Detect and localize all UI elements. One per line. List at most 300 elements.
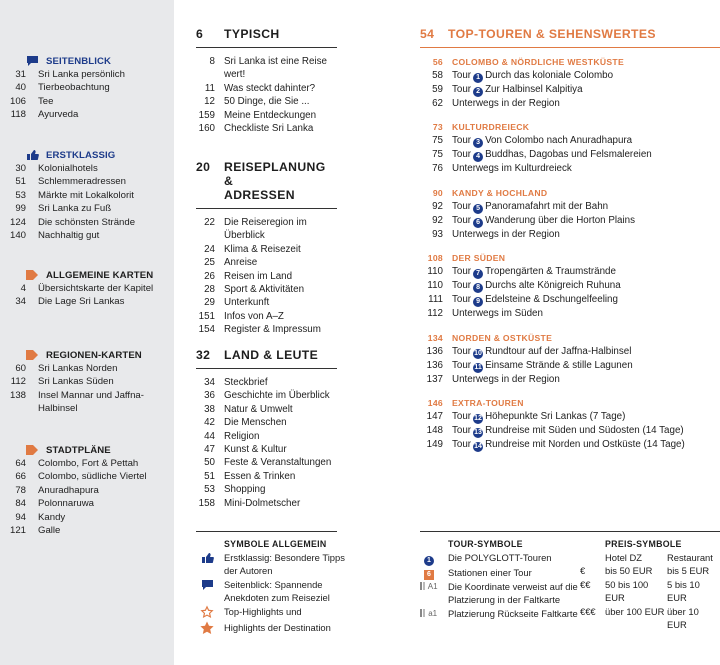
sidebar-section-regionen-karten	[0, 348, 174, 416]
tour-entry[interactable]	[410, 373, 720, 386]
sidebar-entry[interactable]	[0, 216, 174, 229]
entry-label: Zur Halbinsel Kalpitiya	[485, 84, 583, 95]
tour-number-icon: 3	[473, 138, 483, 148]
entry-label: Mini-Dolmetscher	[224, 497, 301, 509]
entry-label: Steckbrief	[224, 377, 268, 388]
section-title: TYPISCH	[224, 27, 280, 41]
section-heading	[196, 160, 337, 209]
entry-text	[452, 134, 720, 148]
page-number: 75	[432, 149, 443, 161]
entry-label: Kandy	[38, 511, 66, 523]
sidebar-entry[interactable]	[0, 389, 174, 416]
entry-label: Sri Lanka zu Fuß	[38, 203, 112, 215]
sidebar-entry[interactable]	[0, 95, 174, 108]
tour-number-icon: 6	[473, 218, 483, 228]
entry-label: Colombo, Fort & Pettah	[38, 458, 139, 469]
tour-number-icon: 14	[474, 443, 482, 451]
tour-number-icon: 1	[473, 73, 483, 83]
page-number: 62	[432, 98, 443, 109]
page-number: 112	[427, 308, 443, 320]
tour-number-icon: 7	[473, 269, 483, 279]
tour-prefix: Tour	[452, 266, 472, 278]
tour-badge: 1	[424, 556, 434, 566]
price-symbol: €	[580, 565, 586, 577]
sidebar-entry[interactable]	[0, 362, 174, 375]
page-number: 106	[9, 95, 26, 107]
region-block	[410, 332, 720, 386]
toc-entry[interactable]	[182, 389, 337, 402]
sidebar-section-title: STADTPLÄNE	[46, 444, 111, 456]
sidebar-list	[0, 162, 174, 242]
tour-entry[interactable]	[410, 200, 720, 214]
entry-text	[452, 162, 720, 175]
tour-prefix: Tour	[452, 411, 472, 423]
page-number: 110	[427, 266, 443, 278]
entry-text	[452, 410, 720, 424]
entry-label: Sri Lanka persönlich	[38, 69, 125, 80]
section-page-number: 32	[196, 348, 211, 362]
entry-text	[452, 148, 720, 162]
tour-entry[interactable]	[410, 410, 720, 424]
sidebar-index	[0, 0, 174, 665]
entry-label: Anuradhapura	[38, 484, 99, 496]
legend-title: SYMBOLE ALLGEMEIN	[224, 539, 327, 549]
sidebar-entry[interactable]	[0, 81, 174, 94]
toc-entry[interactable]	[182, 403, 337, 416]
entry-label: 50 Dinge, die Sie ...	[224, 96, 310, 108]
star-filled-icon	[196, 621, 224, 637]
tour-entry[interactable]	[410, 293, 720, 307]
sidebar-entry[interactable]	[0, 162, 174, 175]
price-restaurant: über 10 EUR	[667, 605, 699, 631]
page-number: 59	[432, 84, 443, 95]
toc-entry[interactable]	[182, 95, 337, 108]
entry-label: Tropengärten & Traumstrände	[485, 266, 616, 278]
tour-number-icon: 8	[473, 283, 483, 293]
tour-number-icon	[420, 551, 448, 566]
region-block	[410, 252, 720, 320]
speech-bubble-icon	[196, 578, 224, 605]
entry-text	[452, 424, 720, 438]
page-number: 151	[198, 310, 215, 322]
page-number: 136	[426, 345, 443, 357]
entry-label: Schlemmeradressen	[38, 176, 126, 188]
region-block	[410, 397, 720, 452]
entry-text	[452, 345, 720, 359]
toc-entry[interactable]	[182, 82, 337, 95]
page-number: 84	[15, 498, 26, 510]
tour-entry[interactable]	[410, 69, 720, 83]
entry-label: Religion	[224, 430, 260, 442]
speech-bubble-icon	[26, 55, 46, 67]
toc-entry[interactable]	[182, 430, 337, 443]
sidebar-entry[interactable]	[0, 511, 174, 524]
price-row	[580, 605, 720, 632]
toc-entry[interactable]	[182, 376, 337, 389]
sidebar-entry[interactable]	[0, 524, 174, 537]
region-heading	[410, 187, 720, 200]
legend-label: Top-Highlights und	[224, 605, 302, 617]
toc-entry[interactable]	[182, 310, 337, 323]
sidebar-list	[0, 68, 174, 122]
sidebar-entry[interactable]	[0, 108, 174, 121]
sidebar-entry[interactable]	[0, 375, 174, 388]
price-hotel: über 100 EUR	[605, 605, 665, 617]
section-title: TOP-TOUREN & SEHENSWERTES	[448, 27, 656, 41]
thumbs-up-icon	[196, 551, 224, 578]
sidebar-entry[interactable]	[0, 175, 174, 188]
arrow-marker-icon	[26, 445, 46, 455]
toc-entry[interactable]	[182, 122, 337, 135]
tour-number-icon: 9	[473, 297, 483, 307]
toc-entry[interactable]	[182, 456, 337, 469]
entry-label: Die schönsten Strände	[38, 216, 136, 228]
page-number: 159	[198, 109, 215, 121]
sidebar-list	[0, 282, 174, 309]
entry-text	[452, 97, 720, 110]
region-page-number: 108	[427, 253, 443, 264]
entry-label: Durchs alte Königreich Ruhuna	[485, 280, 621, 292]
entry-label: Meine Entdeckungen	[224, 109, 317, 121]
toc-entry[interactable]	[182, 416, 337, 429]
sidebar-entry[interactable]	[0, 484, 174, 497]
entry-text	[452, 228, 720, 241]
entry-label: Übersichtskarte der Kapitel	[38, 283, 154, 294]
tour-entry[interactable]	[410, 162, 720, 175]
tour-number-icon: 2	[473, 87, 483, 97]
page-number: 31	[15, 69, 26, 80]
coordinate-label: a1	[428, 608, 438, 618]
page-number: 34	[15, 296, 26, 308]
station-badge: 6	[424, 570, 434, 580]
toc-entry[interactable]	[182, 296, 337, 309]
tour-entry[interactable]	[410, 438, 720, 452]
page-number: 29	[204, 297, 215, 309]
page-number: 66	[15, 471, 26, 483]
entry-text	[452, 373, 720, 386]
entry-label: Einsame Strände & stille Lagunen	[485, 359, 633, 371]
price-symbol: €€	[580, 578, 591, 590]
price-restaurant: bis 5 EUR	[667, 565, 710, 577]
tour-prefix: Tour	[452, 294, 472, 306]
toc-entry[interactable]	[182, 55, 337, 82]
toc-list	[182, 216, 337, 337]
arrow-marker-icon	[26, 350, 46, 360]
tour-prefix: Tour	[452, 84, 472, 95]
legend-label: Seitenblick: Spannende Anekdoten zum Reiseziel	[224, 578, 330, 604]
sidebar-section-stadtplaene	[0, 443, 174, 537]
toc-entry[interactable]	[182, 216, 337, 243]
page-number: 11	[204, 82, 215, 94]
toc-entry[interactable]	[182, 270, 337, 283]
sidebar-entry[interactable]	[0, 189, 174, 202]
page-number: 158	[198, 497, 215, 509]
toc-entry[interactable]	[182, 256, 337, 269]
region-title: KULTURDREIECK	[452, 122, 530, 133]
entry-label: Sport & Aktivitäten	[224, 284, 305, 296]
sidebar-entry[interactable]	[0, 295, 174, 308]
tour-prefix: Tour	[452, 425, 472, 437]
page-number: 26	[204, 270, 215, 282]
entry-label: Natur & Umwelt	[224, 403, 293, 415]
tour-entry[interactable]	[410, 134, 720, 148]
tour-entry[interactable]	[410, 279, 720, 293]
page-number: 92	[432, 200, 443, 212]
map-coordinate-icon	[420, 580, 448, 607]
tour-entry[interactable]	[410, 307, 720, 320]
entry-label: Sri Lankas Süden	[38, 376, 114, 388]
sidebar-entry[interactable]	[0, 497, 174, 510]
entry-label: Durch das koloniale Colombo	[485, 70, 614, 81]
page-number: 25	[204, 257, 215, 269]
sidebar-entry[interactable]	[0, 282, 174, 295]
entry-label: Rundreise mit Norden und Ostküste (14 Tage)	[485, 439, 685, 451]
entry-label: Galle	[38, 525, 61, 537]
page-number: 24	[204, 243, 215, 255]
section-page-number: 54	[420, 27, 435, 41]
tour-entry[interactable]	[410, 97, 720, 110]
entry-label: Anreise	[224, 257, 258, 269]
entry-text	[452, 265, 720, 279]
toc-list	[182, 376, 337, 510]
tour-entry[interactable]	[410, 424, 720, 438]
page-number: 12	[204, 96, 215, 108]
toc-entry[interactable]	[182, 443, 337, 456]
section-land-leute	[196, 348, 337, 510]
entry-label: Feste & Veranstaltungen	[224, 457, 332, 469]
entry-label: Märkte mit Lokalkolorit	[38, 189, 134, 201]
entry-label: Tee	[38, 95, 54, 107]
region-title: EXTRA-TOUREN	[452, 398, 524, 409]
tour-entry[interactable]	[410, 265, 720, 279]
entry-label: Wanderung über die Horton Plains	[485, 214, 636, 226]
entry-label: Unterkunft	[224, 297, 270, 309]
entry-text	[452, 359, 720, 373]
entry-label: Infos von A–Z	[224, 310, 284, 322]
legend-item	[420, 551, 590, 566]
page-number: 22	[204, 217, 215, 228]
price-restaurant: 5 bis 10 EUR	[667, 578, 700, 604]
page-number: 8	[209, 56, 215, 67]
region-list	[410, 56, 720, 452]
entry-label: Die Reiseregion im Überblick	[224, 217, 307, 242]
page-number: 51	[204, 470, 215, 482]
sidebar-section-title: ERSTKLASSIG	[46, 149, 116, 161]
entry-label: Kolonialhotels	[38, 163, 98, 174]
legend-item	[196, 551, 346, 578]
thumbs-up-icon	[26, 149, 46, 161]
page-number: 53	[204, 484, 215, 496]
tour-entry[interactable]	[410, 214, 720, 228]
page-number: 110	[427, 280, 443, 292]
entry-label: Rundtour auf der Jaffna-Halbinsel	[485, 345, 632, 357]
entry-text	[452, 307, 720, 320]
section-title	[224, 160, 337, 202]
page-number: 50	[204, 457, 215, 469]
region-page-number: 73	[432, 122, 443, 133]
tour-entry[interactable]	[410, 228, 720, 241]
entry-label: Klima & Reisezeit	[224, 243, 301, 255]
footer-divider	[196, 531, 337, 532]
toc-entry[interactable]	[182, 323, 337, 336]
toc-entry[interactable]	[182, 283, 337, 296]
entry-label: Höhepunkte Sri Lankas (7 Tage)	[485, 411, 626, 423]
page-number: 53	[15, 189, 26, 201]
entry-label: Geschichte im Überblick	[224, 390, 330, 402]
tour-number-icon: 11	[474, 363, 482, 371]
entry-label: Checkliste Sri Lanka	[224, 123, 314, 135]
region-page-number: 146	[427, 398, 443, 409]
coordinate-label: A1	[427, 582, 438, 591]
entry-label: Ayurveda	[38, 109, 79, 121]
legend-tour-symbole	[420, 537, 590, 620]
tour-prefix: Tour	[452, 359, 472, 371]
legend-item	[196, 605, 346, 621]
legend-label: Stationen einer Tour	[448, 567, 532, 578]
tour-number-icon: 13	[474, 429, 482, 437]
section-title-line: REISEPLANUNG &	[224, 160, 326, 188]
entry-label: Polonnaruwa	[38, 498, 95, 510]
page-number: 34	[204, 377, 215, 388]
entry-label: Was steckt dahinter?	[224, 82, 316, 94]
tour-entry[interactable]	[410, 345, 720, 359]
page-number: 30	[15, 163, 26, 174]
toc-entry[interactable]	[182, 109, 337, 122]
legend-symbole-allgemein	[196, 537, 346, 637]
tour-number-icon: 12	[474, 415, 482, 423]
entry-label: Die Menschen	[224, 417, 287, 429]
toc-entry[interactable]	[182, 243, 337, 256]
page-number: 40	[15, 82, 26, 94]
section-title: LAND & LEUTE	[224, 348, 319, 362]
entry-text	[452, 214, 720, 228]
page-number: 36	[204, 390, 215, 402]
sidebar-section-erstklassig	[0, 148, 174, 242]
sidebar-section-title: ALLGEMEINE KARTEN	[46, 269, 154, 281]
sidebar-section-allgemeine-karten	[0, 268, 174, 309]
arrow-marker-icon	[26, 270, 46, 280]
section-title-line: ADRESSEN	[224, 188, 295, 202]
sidebar-section-seitenblick	[0, 54, 174, 122]
page-number: 138	[9, 389, 26, 401]
page-number: 148	[426, 425, 443, 437]
legend-label: Highlights der Destination	[224, 622, 331, 634]
sidebar-entry[interactable]	[0, 470, 174, 483]
tour-prefix: Tour	[452, 214, 472, 226]
sidebar-entry[interactable]	[0, 202, 174, 215]
sidebar-entry[interactable]	[0, 68, 174, 81]
tour-station-icon	[420, 566, 448, 580]
region-title: COLOMBO & NÖRDLICHE WESTKÜSTE	[452, 57, 624, 67]
region-heading	[410, 332, 720, 345]
page-number: 78	[15, 484, 26, 496]
region-page-number: 56	[432, 57, 443, 67]
page-number: 76	[432, 163, 443, 175]
region-block	[410, 187, 720, 241]
tour-prefix: Tour	[452, 280, 472, 292]
tour-entry[interactable]	[410, 359, 720, 373]
footer-divider	[420, 531, 720, 532]
page-number: 64	[15, 458, 26, 469]
tour-number-icon: 4	[473, 152, 483, 162]
page-number: 38	[204, 403, 215, 415]
page-number: 118	[10, 109, 26, 121]
page-number: 4	[20, 283, 26, 294]
tour-entry[interactable]	[410, 83, 720, 97]
region-title: DER SÜDEN	[452, 253, 506, 264]
page-number: 149	[426, 439, 443, 451]
region-block	[410, 56, 720, 110]
entry-label: Unterwegs in der Region	[452, 228, 560, 240]
price-col-hotel: Hotel DZ	[605, 552, 642, 563]
section-heading	[196, 348, 337, 369]
entry-label: Insel Mannar und Jaffna-Halbinsel	[38, 389, 144, 415]
entry-label: Shopping	[224, 484, 266, 496]
price-col-restaurant: Restaurant	[667, 552, 713, 563]
tour-prefix: Tour	[452, 149, 472, 161]
entry-label: Panoramafahrt mit der Bahn	[485, 200, 609, 212]
sidebar-entry[interactable]	[0, 457, 174, 470]
page-number: 121	[9, 525, 26, 537]
legend-label: Die Koordinate verweist auf die Platzierung in der Faltkarte	[448, 581, 578, 606]
section-typisch	[196, 27, 337, 135]
page-number: 136	[426, 359, 443, 371]
entry-label: Register & Impressum	[224, 324, 321, 336]
region-page-number: 134	[427, 332, 443, 343]
page-number: 147	[426, 411, 443, 423]
legend-label: Erstklassig: Besondere Tipps der Autoren	[224, 552, 345, 577]
section-top-touren	[420, 27, 720, 452]
legend-item	[420, 580, 590, 607]
entry-label: Unterwegs in der Region	[452, 373, 560, 385]
price-row	[580, 578, 720, 605]
entry-label: Unterwegs in der Region	[452, 98, 560, 109]
page-number: 75	[432, 135, 443, 147]
legend-item	[196, 621, 346, 637]
price-symbol: €€€	[580, 605, 596, 617]
price-row	[580, 564, 720, 577]
region-page-number: 90	[432, 187, 443, 198]
entry-label: Reisen im Land	[224, 270, 293, 282]
entry-label: Sri Lanka ist eine Reise wert!	[224, 56, 327, 81]
sidebar-list	[0, 457, 174, 537]
tour-prefix: Tour	[452, 70, 472, 81]
tour-entry[interactable]	[410, 148, 720, 162]
entry-text	[452, 293, 720, 307]
page-number: 28	[204, 284, 215, 296]
entry-text	[452, 200, 720, 214]
price-table-header	[580, 551, 720, 564]
entry-label: Kunst & Kultur	[224, 444, 287, 456]
tour-prefix: Tour	[452, 135, 472, 147]
page-number: 60	[15, 363, 26, 374]
sidebar-list	[0, 362, 174, 416]
legend-title: PREIS-SYMBOLE	[605, 539, 682, 549]
section-page-number: 20	[196, 160, 211, 174]
entry-label: Essen & Trinken	[224, 470, 296, 482]
sidebar-entry[interactable]	[0, 229, 174, 242]
region-heading	[410, 397, 720, 410]
page-number: 160	[198, 123, 215, 135]
toc-entry[interactable]	[182, 470, 337, 483]
legend-item	[420, 566, 590, 580]
region-block	[410, 121, 720, 175]
region-heading	[410, 252, 720, 265]
toc-entry[interactable]	[182, 483, 337, 496]
region-heading	[410, 121, 720, 134]
page-number: 137	[426, 373, 443, 385]
toc-entry[interactable]	[182, 497, 337, 510]
